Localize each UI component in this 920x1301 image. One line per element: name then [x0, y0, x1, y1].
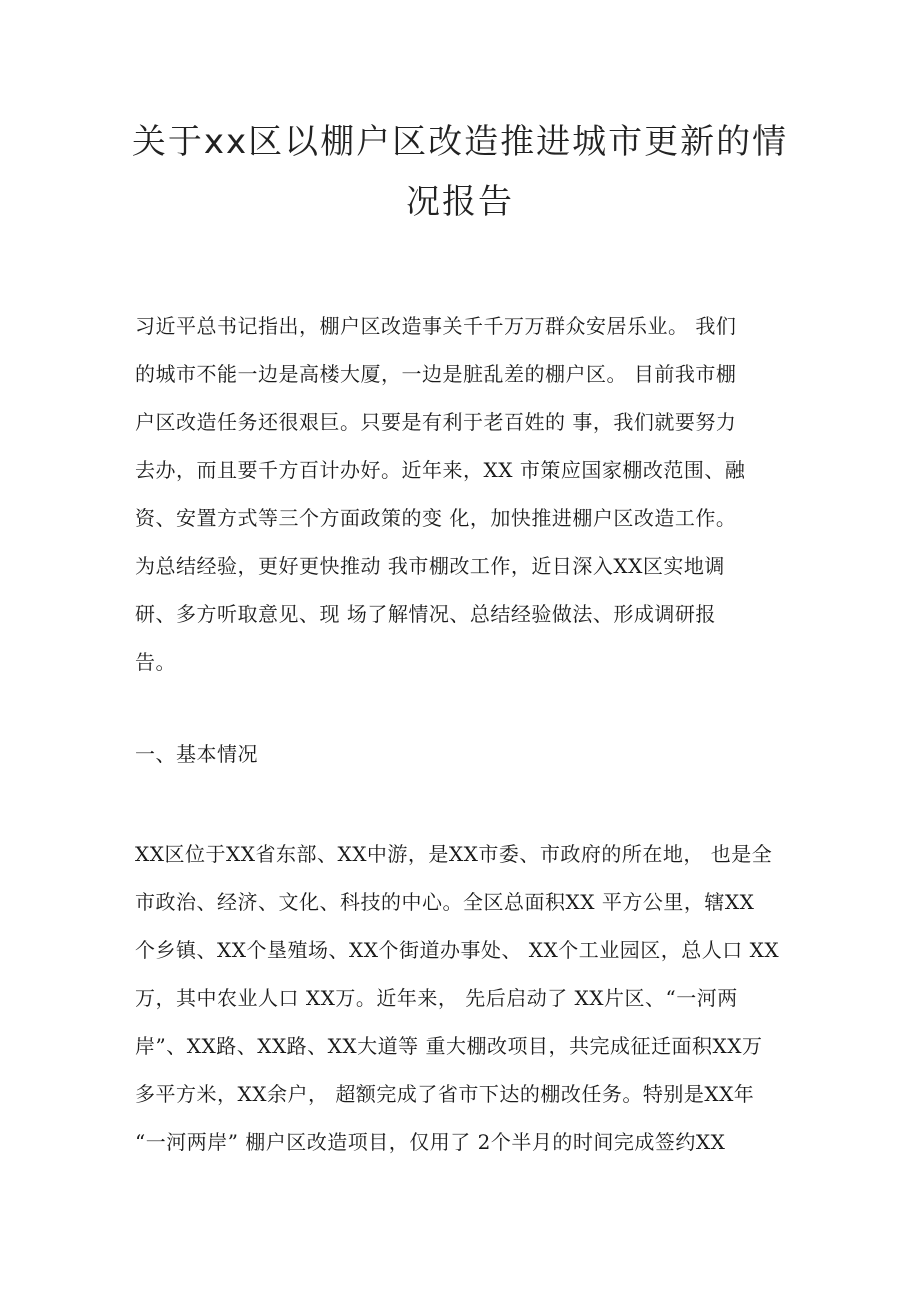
section-line: XX区位于XX省东部、XX中游，是XX市委、市政府的所在地， 也是全 [135, 842, 773, 866]
section-heading-text: 一、基本情况 [135, 742, 258, 766]
intro-paragraph [135, 302, 795, 686]
section-line: 个乡镇、XX个垦殖场、XX个街道办事处、 XX个工业园区，总人口 XX [135, 938, 780, 962]
title-line-1: 关于xx区以棚户区改造推进城市更新的情 [131, 122, 789, 162]
section-heading [135, 730, 795, 778]
intro-line: 研、多方听取意见、现 场了解情况、总结经验做法、形成调研报 [135, 602, 716, 626]
intro-line: 告。 [135, 650, 176, 674]
intro-line: 户区改造任务还很艰巨。只要是有利于老百姓的 事，我们就要努力 [135, 410, 737, 434]
document-title [120, 112, 800, 232]
intro-line: 去办，而且要千方百计办好。近年来，XX 市策应国家棚改范围、融 [135, 458, 746, 482]
section-line: 岸”、XX路、XX路、XX大道等 重大棚改项目，共完成征迁面积XX万 [135, 1034, 763, 1058]
section-line: 万，其中农业人口 XX万。近年来， 先后启动了 XX片区、“一河两 [135, 986, 738, 1010]
section-paragraph [135, 830, 795, 1166]
intro-line: 为总结经验，更好更快推动 我市棚改工作，近日深入XX区实地调 [135, 554, 725, 578]
section-line: 多平方米，XX余户， 超额完成了省市下达的棚改任务。特别是XX年 [135, 1082, 755, 1106]
section-line: 市政治、经济、文化、科技的中心。全区总面积XX 平方公里，辖XX [135, 890, 755, 914]
intro-line: 的城市不能一边是高楼大厦，一边是脏乱差的棚户区。 目前我市棚 [135, 362, 737, 386]
intro-line: 习近平总书记指出，棚户区改造事关千千万万群众安居乐业。 我们 [135, 314, 737, 338]
intro-line: 资、安置方式等三个方面政策的变 化，加快推进棚户区改造工作。 [135, 506, 737, 530]
title-line-2: 况报告 [406, 182, 514, 222]
section-line: “一河两岸” 棚户区改造项目，仅用了 2个半月的时间完成签约XX [135, 1130, 726, 1154]
